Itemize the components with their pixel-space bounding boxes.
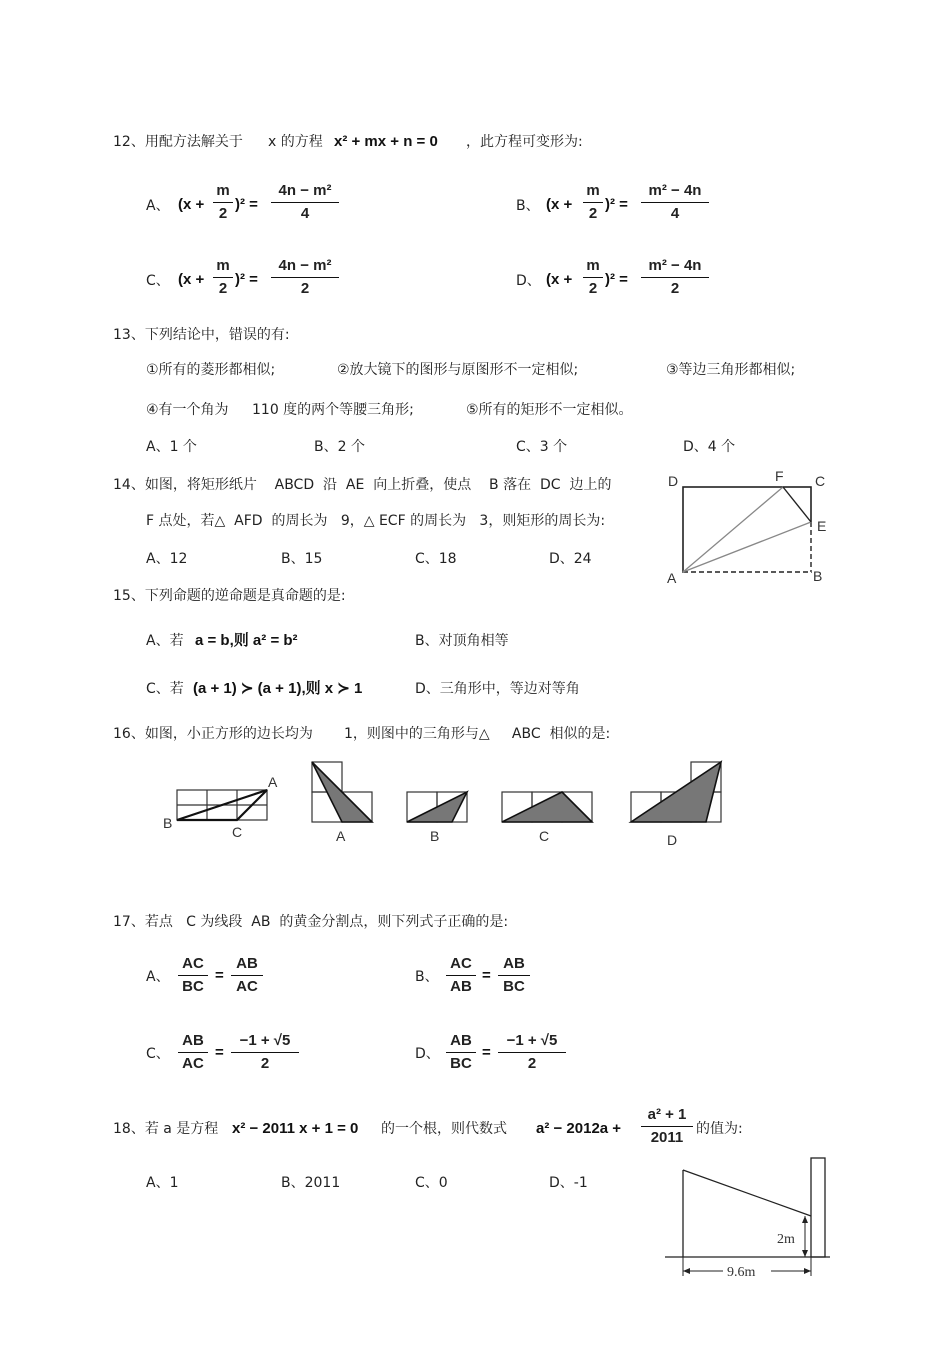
fraction-left: AB BC (446, 1032, 476, 1073)
q13-statement-4b: 110 度的两个等腰三角形; (252, 402, 414, 418)
label-option-a: A (336, 828, 346, 844)
option-label: A、 (146, 198, 170, 214)
fraction-right: −1 + √5 2 (231, 1032, 299, 1073)
label-b: B (813, 568, 823, 584)
label-a: A (268, 774, 278, 790)
option-close: )² = (605, 271, 628, 288)
wall (811, 1158, 825, 1257)
option-close: )² = (605, 196, 628, 213)
segment-af (683, 487, 783, 572)
option-rhs-fraction: 4n − m² 4 (271, 182, 339, 223)
q18-option-a[interactable]: A、1 (146, 1175, 179, 1191)
sun-ray (683, 1170, 811, 1216)
q18-option-c[interactable]: C、0 (415, 1175, 448, 1191)
option-d-figure (631, 762, 721, 848)
q18-equation: x² − 2011 x + 1 = 0 (232, 1120, 359, 1137)
q18-expression: a² − 2012a + (536, 1120, 622, 1137)
height-label: 2m (777, 1232, 795, 1247)
option-label: B、 (415, 969, 439, 985)
q14-option-a[interactable]: A、12 (146, 551, 188, 567)
label-option-b: B (430, 828, 440, 844)
q13-stem: 13、下列结论中，错误的有: (113, 327, 290, 343)
q13-statement-4a: ④有一个角为 (146, 402, 229, 418)
q16-stem: 16、如图，小正方形的边长均为 1，则图中的三角形与△ ABC 相似的是: (113, 726, 611, 742)
option-math: a = b,则 a² = b² (195, 632, 298, 649)
q13-option-d[interactable]: D、4 个 (683, 439, 736, 455)
fraction-right: AB AC (231, 955, 263, 996)
reference-triangle-abc (163, 774, 278, 840)
option-label: A、 (146, 969, 170, 985)
option-label: C、 (146, 273, 170, 289)
q18-shadow-figure (665, 1152, 835, 1282)
q18-mid: 的一个根，则代数式 (381, 1121, 507, 1137)
q13-option-b[interactable]: B、2 个 (314, 439, 365, 455)
q14-rectangle-figure (660, 465, 840, 590)
option-close: )² = (235, 196, 258, 213)
m-over-2: m 2 (213, 182, 233, 223)
option-left: (x + (178, 271, 205, 288)
option-b-figure (407, 792, 467, 844)
fraction-left: AC AB (446, 955, 476, 996)
option-label: D、 (516, 273, 541, 289)
q13-statement-2: ②放大镜下的图形与原图形不一定相似; (337, 362, 579, 378)
label-a: A (667, 570, 677, 586)
label-option-c: C (539, 828, 550, 844)
q12-var: x 的方程 (268, 134, 323, 150)
q13-statement-3: ③等边三角形都相似; (666, 362, 796, 378)
option-label: B、 (516, 198, 540, 214)
equals: = (482, 1044, 491, 1061)
q13-statement-5: ⑤所有的矩形不一定相似。 (466, 402, 633, 418)
label-option-d: D (667, 832, 678, 848)
q13-statement-1: ①所有的菱形都相似; (146, 362, 276, 378)
label-b: B (163, 815, 173, 831)
fraction-left: AC BC (178, 955, 208, 996)
option-left: (x + (546, 196, 573, 213)
q18-suffix: 的值为: (696, 1121, 743, 1137)
q16-grid-figures (155, 758, 735, 853)
q12-prefix: 12、用配方法解关于 (113, 134, 243, 150)
label-c: C (232, 824, 243, 840)
q14-option-b[interactable]: B、15 (281, 551, 323, 567)
m-over-2: m 2 (583, 257, 603, 298)
q15-option-d[interactable]: D、三角形中，等边对等角 (415, 681, 580, 697)
length-label: 9.6m (727, 1265, 756, 1280)
q13-option-a[interactable]: A、1 个 (146, 439, 197, 455)
q14-line2: F 点处，若△ AFD 的周长为 9，△ ECF 的周长为 3，则矩形的周长为: (146, 513, 606, 529)
q17-stem: 17、若点 C 为线段 AB 的黄金分割点，则下列式子正确的是: (113, 914, 509, 930)
q15-option-b[interactable]: B、对顶角相等 (415, 633, 509, 649)
fraction-right: AB BC (498, 955, 530, 996)
label-e: E (817, 518, 827, 534)
fraction-right: −1 + √5 2 (498, 1032, 566, 1073)
q14-option-d[interactable]: D、24 (549, 551, 592, 567)
q14-line1: 14、如图，将矩形纸片 ABCD 沿 AE 向上折叠，使点 B 落在 DC 边上的 (113, 477, 612, 493)
q18-prefix: 18、若 a 是方程 (113, 1121, 219, 1137)
q15-stem: 15、下列命题的逆命题是真命题的是: (113, 588, 346, 604)
q18-option-d[interactable]: D、-1 (549, 1175, 588, 1191)
q18-fraction: a² + 1 2011 (641, 1106, 693, 1147)
m-over-2: m 2 (583, 182, 603, 223)
q18-option-b[interactable]: B、2011 (281, 1175, 341, 1191)
option-a-figure (312, 762, 372, 844)
q13-option-c[interactable]: C、3 个 (516, 439, 568, 455)
option-rhs-fraction: m² − 4n 4 (641, 182, 709, 223)
option-math: (a + 1) ≻ (a + 1),则 x ≻ 1 (193, 680, 363, 697)
option-label: C、 (146, 1046, 170, 1062)
option-c-figure (502, 792, 592, 844)
label-f: F (775, 468, 784, 484)
label-c: C (815, 473, 826, 489)
label-d: D (668, 473, 679, 489)
option-close: )² = (235, 271, 258, 288)
m-over-2: m 2 (213, 257, 233, 298)
option-left: (x + (178, 196, 205, 213)
equals: = (215, 967, 224, 984)
q12-suffix: ，此方程可变形为: (466, 134, 583, 150)
option-left: (x + (546, 271, 573, 288)
option-label: D、 (415, 1046, 440, 1062)
fold-line-ae (683, 522, 811, 572)
q12-equation: x² + mx + n = 0 (334, 133, 438, 150)
option-label: A、若 (146, 633, 184, 649)
segment-fe (783, 487, 811, 522)
equals: = (482, 967, 491, 984)
option-rhs-fraction: 4n − m² 2 (271, 257, 339, 298)
fraction-left: AB AC (178, 1032, 208, 1073)
option-rhs-fraction: m² − 4n 2 (641, 257, 709, 298)
q14-option-c[interactable]: C、18 (415, 551, 457, 567)
option-label: C、若 (146, 681, 184, 697)
equals: = (215, 1044, 224, 1061)
